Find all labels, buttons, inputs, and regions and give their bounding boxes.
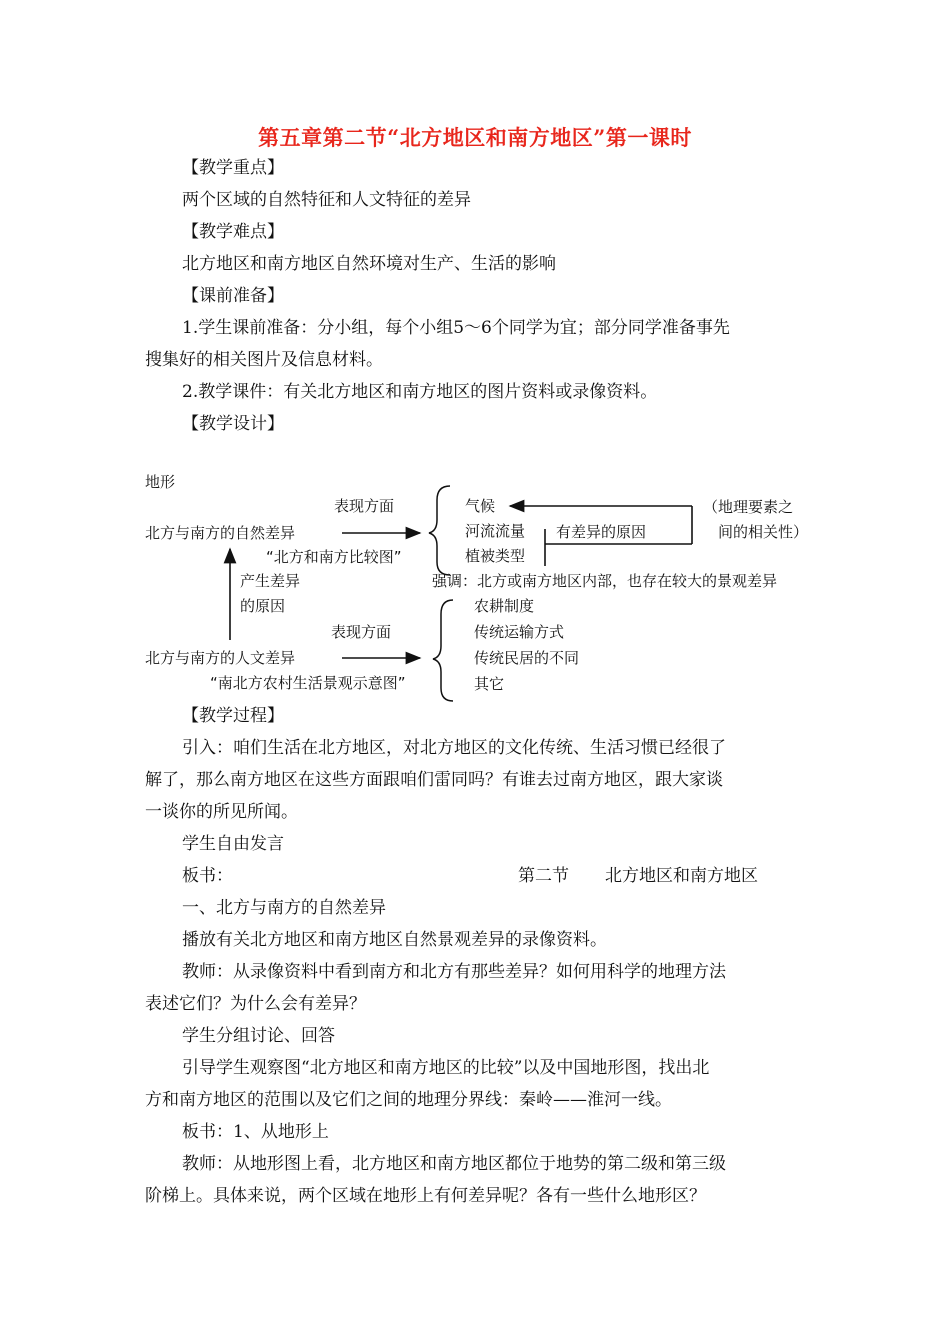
- heading-design: 【教学设计】: [182, 414, 284, 434]
- cause-label-1: 产生差异: [240, 572, 301, 590]
- intro-line-1: 引入：咱们生活在北方地区，对北方地区的文化传统、生活习惯已经很了: [182, 738, 726, 758]
- heading-process: 【教学过程】: [182, 706, 284, 726]
- intro-line-3: 一谈你的所见所闻。: [145, 802, 298, 822]
- board-label: 板书：: [182, 866, 233, 886]
- nongeng-label: 农耕制度: [474, 597, 535, 615]
- guide-line-2: 方和南方地区的范围以及它们之间的地理分界线：秦岭——淮河一线。: [145, 1090, 672, 1110]
- prep-item-2: 2.教学课件：有关北方地区和南方地区的图片资料或录像资料。: [182, 382, 658, 402]
- heading-prep: 【课前准备】: [182, 286, 284, 306]
- brace-human: [433, 600, 453, 701]
- reason-label: 有差异的原因: [556, 523, 647, 541]
- part-1-heading: 一、北方与南方的自然差异: [182, 898, 386, 918]
- heading-difficulty: 【教学难点】: [182, 222, 284, 242]
- prep-item-1: 1.学生课前准备：分小组，每个小组5～6个同学为宜；部分同学准备事先: [182, 318, 730, 338]
- note-label-1: （地理要素之: [703, 498, 794, 516]
- board-section: 第二节: [518, 866, 569, 886]
- intro-line-2: 解了，那么南方地区在这些方面跟咱们雷同吗？有谁去过南方地区，跟大家谈: [145, 770, 723, 790]
- emphasis-label: 强调：北方或南方地区内部，也存在较大的景观差异: [432, 572, 778, 590]
- student-speak: 学生自由发言: [182, 834, 284, 854]
- group-discuss: 学生分组讨论、回答: [182, 1026, 335, 1046]
- teacher-line-1: 教师：从地形图上看，北方地区和南方地区都位于地势的第二级和第三级: [182, 1154, 726, 1174]
- minju-label: 传统民居的不同: [474, 649, 580, 667]
- yunshu-label: 传统运输方式: [474, 623, 565, 641]
- play-video: 播放有关北方地区和南方地区自然景观差异的录像资料。: [182, 930, 607, 950]
- prep-item-1-cont: 搜集好的相关图片及信息材料。: [145, 350, 383, 370]
- board-2: 板书：1、从地形上: [182, 1122, 329, 1142]
- biaoxian-label-1: 表现方面: [334, 497, 395, 515]
- heading-focus: 【教学重点】: [182, 158, 284, 178]
- human-diff-label: 北方与南方的人文差异: [145, 649, 296, 667]
- page-title: 第五章第二节“北方地区和南方地区”第一课时: [258, 125, 692, 150]
- note-label-2: 间的相关性）: [718, 523, 809, 541]
- zhibei-label: 植被类型: [465, 547, 526, 565]
- guide-line-1: 引导学生观察图“北方地区和南方地区的比较”以及中国地形图，找出北: [182, 1058, 710, 1078]
- rural-map-label: “南北方农村生活景观示意图”: [210, 674, 406, 692]
- qita-label: 其它: [474, 675, 505, 693]
- teacher-question-2: 表述它们？为什么会有差异？: [145, 994, 366, 1014]
- qihou-label: 气候: [465, 497, 496, 515]
- teacher-line-2: 阶梯上。具体来说，两个区域在地形上有何差异呢？各有一些什么地形区？: [145, 1186, 706, 1206]
- heliu-label: 河流流量: [465, 522, 526, 540]
- dixing-label: 地形: [145, 473, 176, 491]
- cause-label-2: 的原因: [240, 597, 286, 615]
- compare-map-label: “北方和南方比较图”: [266, 548, 402, 566]
- difficulty-text: 北方地区和南方地区自然环境对生产、生活的影响: [182, 254, 556, 274]
- brace-natural: [429, 486, 450, 575]
- focus-text: 两个区域的自然特征和人文特征的差异: [182, 190, 471, 210]
- biaoxian-label-2: 表现方面: [331, 623, 392, 641]
- natural-diff-label: 北方与南方的自然差异: [145, 524, 296, 542]
- board-title: 北方地区和南方地区: [605, 866, 758, 886]
- teacher-question-1: 教师：从录像资料中看到南方和北方有那些差异？如何用科学的地理方法: [182, 962, 726, 982]
